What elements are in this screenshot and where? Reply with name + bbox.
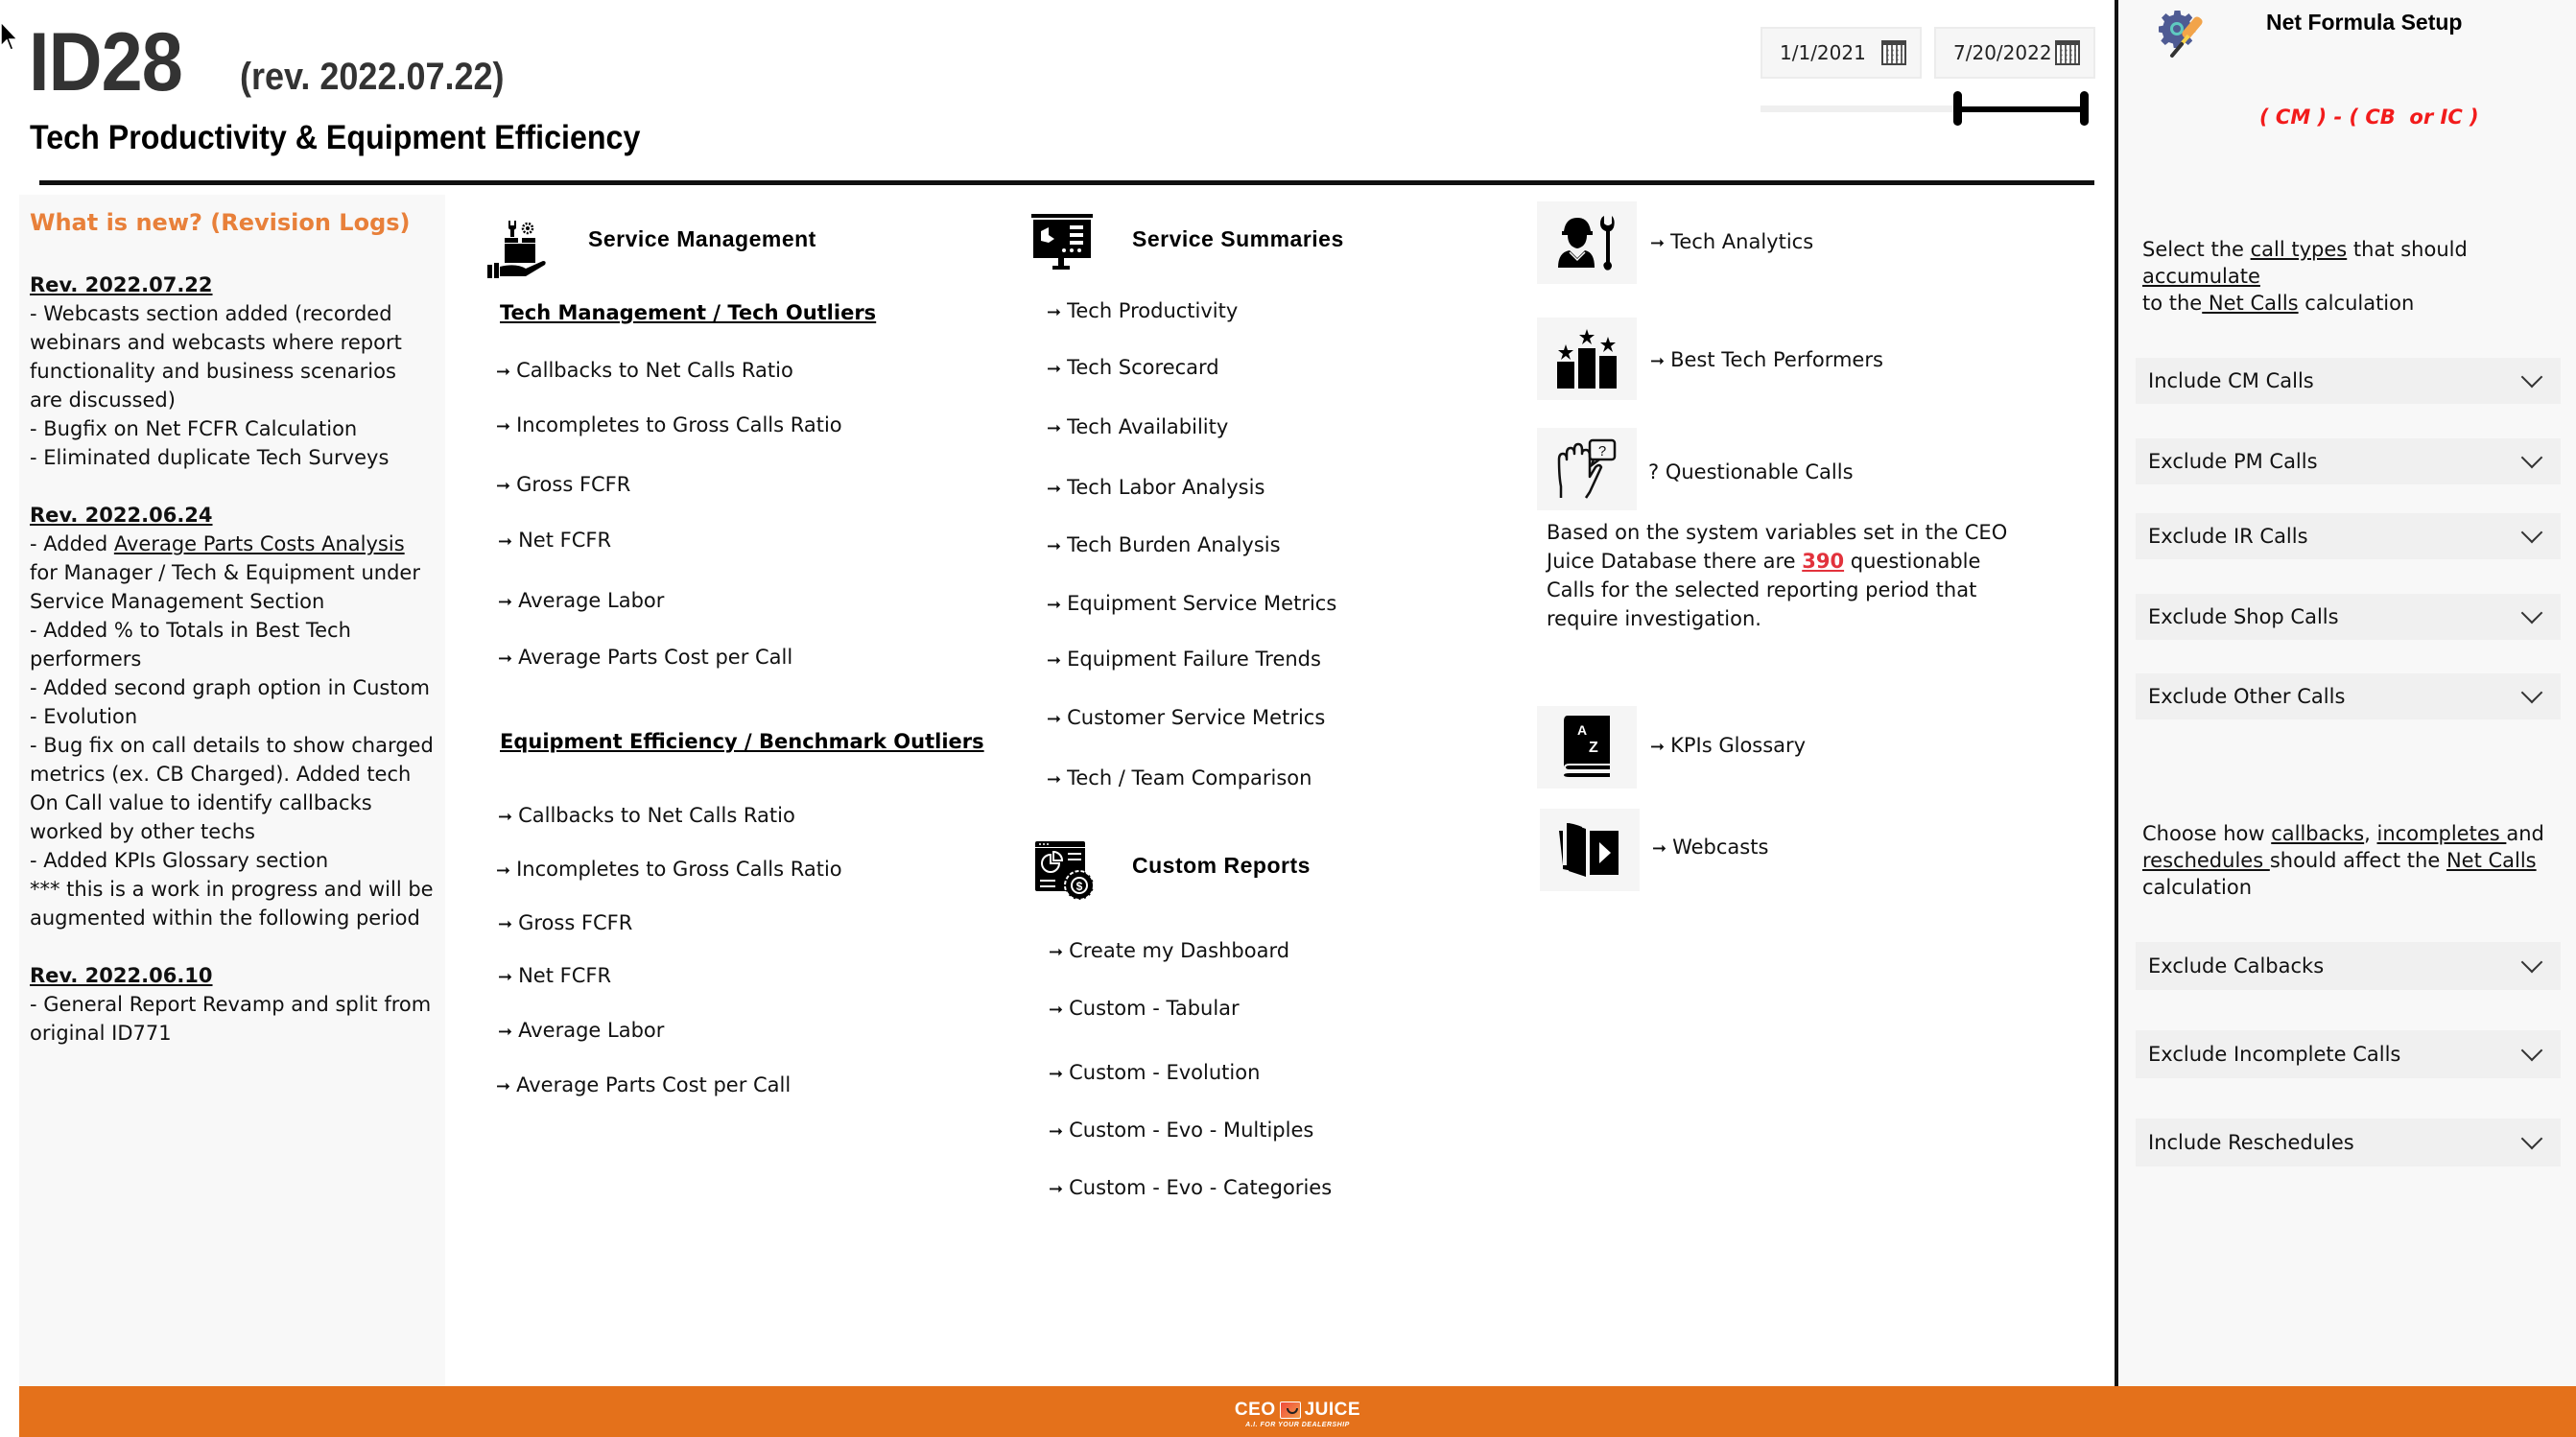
link-best-tech-performers[interactable] [1650,348,1883,371]
link-custom-evo-categories[interactable] [1049,1176,1332,1199]
questionable-calls-description [1547,518,2026,633]
link-tech-productivity[interactable] [1047,299,1238,322]
report-id: ID28 [29,16,182,108]
arrow-icon: ➞ [1047,536,1062,556]
chevron-down-icon [2521,366,2543,389]
arrow-icon: ➞ [498,914,513,934]
link-tech-analytics[interactable] [1650,230,1813,253]
dropdown-value: Exclude Incomplete Calls [2148,1043,2401,1066]
revision-log-panel [19,195,445,1386]
date-range-end-handle[interactable] [2080,91,2089,126]
arrow-icon: ➞ [1047,302,1062,322]
arrow-icon: ➞ [498,531,513,552]
link-label: Webcasts [1672,836,1769,859]
link-label: KPIs Glossary [1670,734,1807,757]
presentation-board-icon [1031,214,1093,275]
exclude-callbacks-dropdown[interactable] [2136,942,2561,990]
link-tech-gross-fcfr[interactable] [496,473,630,496]
link-label: Callbacks to Net Calls Ratio [518,804,795,827]
chevron-down-icon [2521,952,2543,974]
revision-line: - Bugfix on Net FCFR Calculation [30,417,358,440]
start-date-input[interactable] [1761,27,1922,79]
equipment-outliers-heading[interactable]: Equipment Efficiency / Benchmark Outliers [500,730,984,753]
link-label: Custom - Evo - Multiples [1069,1119,1314,1142]
revision-entry [30,961,435,1048]
arrow-icon: ➞ [1652,838,1667,859]
service-management-heading: Service Management [588,226,816,251]
link-tech-average-parts-cost[interactable] [498,646,792,669]
logo-text-left: CEO [1234,1399,1276,1420]
link-label: Customer Service Metrics [1067,706,1326,729]
adjustments-instructions [2142,820,2564,901]
revision-line: - Bug fix on call details to show charged metrics (ex. CB Charged). Added tech On Call value to identify callbacks worked by other techs [30,734,434,843]
link-custom-tabular[interactable] [1049,997,1240,1020]
report-revision: (rev. 2022.07.22) [240,56,505,98]
revision-date: Rev. 2022.06.10 [30,964,213,987]
link-label: Custom - Tabular [1069,997,1240,1020]
link-label: Tech Burden Analysis [1067,533,1281,556]
revision-line: - Webcasts section added (recorded webinars and webcasts where report functionality and business scenarios are discussed) [30,302,402,412]
tech-outliers-heading[interactable]: Tech Management / Tech Outliers [500,301,877,324]
revision-date: Rev. 2022.06.24 [30,504,213,527]
link-equip-callbacks-ratio[interactable] [498,804,795,827]
link-tech-scorecard[interactable] [1047,356,1219,379]
link-label: Incompletes to Gross Calls Ratio [516,413,842,436]
book-play-webcast-icon [1559,823,1620,877]
revision-line: - Added KPIs Glossary section [30,849,329,872]
questionable-calls-tile[interactable] [1537,428,1637,510]
arrow-icon: ➞ [1047,650,1062,671]
arrow-icon: ➞ [498,1022,513,1042]
end-date-value: 7/20/2022 [1953,41,2052,64]
revision-line: - Eliminated duplicate Tech Surveys [30,446,390,469]
link-webcasts[interactable] [1652,836,1768,859]
instruction-emphasis: incompletes [2376,822,2507,845]
link-equip-gross-fcfr[interactable] [498,911,632,934]
link-tech-net-fcfr[interactable] [498,529,611,552]
link-label: Equipment Failure Trends [1067,648,1321,671]
az-glossary-book-icon [1562,716,1612,779]
instruction-text: Select the [2142,238,2251,261]
arrow-icon: ➞ [496,860,511,881]
ceo-juice-logo [1235,1400,1360,1421]
description-text: Based on the system variables set in the CEO Juice Database there are [1547,521,2008,573]
link-label: Custom - Evolution [1069,1061,1261,1084]
logo-text-right: JUICE [1304,1399,1361,1420]
instruction-text: to the [2142,292,2203,315]
instruction-emphasis: callbacks [2271,822,2365,845]
tech-analytics-tile[interactable] [1537,201,1637,284]
arrow-icon: ➞ [1650,233,1666,253]
dropdown-value: Exclude Calbacks [2148,954,2325,978]
link-label: Callbacks to Net Calls Ratio [516,359,793,382]
arrow-icon: ➞ [496,416,511,436]
page-title: Tech Productivity & Equipment Efficiency [30,119,641,156]
kpis-glossary-tile[interactable] [1537,706,1637,789]
revision-log-heading: What is new? (Revision Logs) [30,209,411,236]
link-label: Average Parts Cost per Call [516,1073,792,1096]
instruction-text: , [2364,822,2377,845]
instruction-emphasis: Net Calls [2446,849,2537,872]
link-tech-average-labor[interactable] [498,589,664,612]
report-gear-dollar-icon [1035,841,1097,903]
exclude-pm-calls-dropdown[interactable] [2136,438,2561,484]
footer-bar [19,1386,2576,1437]
instruction-text: calculation [2142,876,2253,899]
link-custom-evolution[interactable] [1049,1061,1260,1084]
svg-text:Z: Z [1589,740,1598,756]
calendar-icon[interactable] [1881,40,1906,65]
arrow-icon: ➞ [1047,479,1062,499]
revision-line: *** this is a work in progress and will be augmented within the following period [30,878,434,930]
podium-stars-icon [1555,329,1619,389]
webcasts-tile[interactable] [1540,809,1640,891]
exclude-ir-calls-dropdown[interactable] [2136,513,2561,559]
link-label: Average Parts Cost per Call [518,646,793,669]
link-custom-evo-multiples[interactable] [1049,1119,1313,1142]
gear-screwdriver-icon [2159,8,2216,61]
revision-entry [30,501,435,932]
arrow-icon: ➞ [496,362,511,382]
svg-text:?: ? [1597,443,1607,459]
arrow-icon: ➞ [1047,709,1062,729]
link-equip-average-parts-cost[interactable] [496,1073,791,1096]
link-equip-average-labor[interactable] [498,1019,664,1042]
link-label: Net FCFR [518,964,612,987]
instruction-text: calculation [2298,292,2415,315]
link-equipment-failure-trends[interactable] [1047,648,1321,671]
link-tech-availability[interactable] [1047,415,1228,438]
arrow-icon: ➞ [1049,1179,1064,1199]
link-label: Average Labor [518,1019,665,1042]
link-questionable-calls[interactable]: ? Questionable Calls [1648,460,1854,483]
arrow-icon: ➞ [498,967,513,987]
arrow-icon: ➞ [496,476,511,496]
link-tech-team-comparison[interactable] [1047,766,1312,789]
instruction-emphasis: accumulate [2142,265,2260,288]
custom-reports-heading: Custom Reports [1132,853,1311,878]
revision-line [30,530,435,616]
instruction-emphasis: reschedules [2142,849,2270,872]
link-label: Equipment Service Metrics [1067,592,1337,615]
link-tech-incompletes-ratio[interactable] [496,413,842,436]
calendar-icon[interactable] [2055,40,2080,65]
instruction-emphasis: call types [2250,238,2348,261]
dropdown-value: Exclude Other Calls [2148,685,2346,708]
svg-text:A: A [1577,722,1588,738]
link-label: Create my Dashboard [1069,939,1290,962]
service-summaries-heading: Service Summaries [1132,226,1344,251]
date-range-slider-selection [1957,106,2087,112]
revision-line: - General Report Revamp and split from original ID771 [30,993,432,1045]
link-create-my-dashboard[interactable] [1049,939,1289,962]
link-label: Custom - Evo - Categories [1069,1176,1333,1199]
instruction-text: and [2506,822,2544,845]
net-formula-title: Net Formula Setup [2266,10,2463,35]
technician-wrench-icon [1556,214,1618,271]
chevron-down-icon [2521,682,2543,704]
arrow-icon: ➞ [1047,769,1062,789]
dropdown-value: Include Reschedules [2148,1131,2354,1154]
include-reschedules-dropdown[interactable] [2136,1119,2561,1166]
chevron-down-icon [2521,1040,2543,1062]
arrow-icon: ➞ [1047,359,1062,379]
dropdown-value: Exclude Shop Calls [2148,605,2339,628]
questionable-calls-count[interactable]: 390 [1802,550,1845,573]
chevron-down-icon [2521,447,2543,469]
link-label: Gross FCFR [516,473,631,496]
revision-date: Rev. 2022.07.22 [30,273,213,296]
link-kpis-glossary[interactable] [1650,734,1806,757]
mouse-cursor-icon [0,21,21,54]
link-equipment-service-metrics[interactable] [1047,592,1336,615]
arrow-icon: ➞ [1049,1000,1064,1020]
dropdown-value: Include CM Calls [2148,369,2314,392]
link-label: Tech Availability [1067,415,1229,438]
exclude-other-calls-dropdown[interactable] [2136,673,2561,719]
link-customer-service-metrics[interactable] [1047,706,1325,729]
dropdown-value: Exclude PM Calls [2148,450,2318,473]
link-equip-net-fcfr[interactable] [498,964,611,987]
link-tech-callbacks-ratio[interactable] [496,359,793,382]
svg-text:$: $ [1075,880,1083,893]
link-label: Tech / Team Comparison [1067,766,1312,789]
revision-line: - Added % to Totals in Best Tech performers [30,619,351,671]
link-label: Average Labor [518,589,665,612]
instruction-emphasis: Net Calls [2202,292,2299,315]
arrow-icon: ➞ [1049,942,1064,962]
net-formula-expression: ( CM ) - ( CB or IC ) [2259,106,2479,129]
raised-hand-question-icon [1557,438,1617,500]
end-date-input[interactable] [1934,27,2095,79]
arrow-icon: ➞ [1650,351,1666,371]
link-equip-incompletes-ratio[interactable] [496,858,842,881]
link-label: Tech Labor Analysis [1067,476,1265,499]
instruction-text: should affect the [2269,849,2446,872]
link-label: Gross FCFR [518,911,633,934]
arrow-icon: ➞ [498,648,513,669]
link-label: Tech Scorecard [1067,356,1219,379]
exclude-shop-calls-dropdown[interactable] [2136,594,2561,640]
arrow-icon: ➞ [498,807,513,827]
exclude-incomplete-calls-dropdown[interactable] [2136,1030,2561,1078]
instruction-text: that should [2347,238,2468,261]
briefcase-smile-icon [1280,1402,1301,1419]
link-label: Incompletes to Gross Calls Ratio [516,858,842,881]
dropdown-value: Exclude IR Calls [2148,525,2308,548]
link-tech-labor-analysis[interactable] [1047,476,1264,499]
arrow-icon: ➞ [1047,595,1062,615]
chevron-down-icon [2521,602,2543,624]
start-date-value: 1/1/2021 [1780,41,1866,64]
call-types-instructions [2142,236,2564,317]
arrow-icon: ➞ [1049,1064,1064,1084]
link-tech-burden-analysis[interactable] [1047,533,1281,556]
header-divider [39,180,2094,185]
arrow-icon: ➞ [1049,1121,1064,1142]
logo-tagline: A.I. FOR YOUR DEALERSHIP [1245,1421,1350,1428]
description-text: questionable Calls for the selected reporting period that require investigation. [1547,550,1981,630]
arrow-icon: ➞ [1047,418,1062,438]
arrow-icon: ➞ [498,592,513,612]
revision-text: for Manager / Tech & Equipment under Service Management Section [30,561,420,613]
include-cm-calls-dropdown[interactable] [2136,358,2561,404]
chevron-down-icon [2521,1128,2543,1150]
revision-entry [30,271,435,472]
service-tools-hand-icon [487,219,549,280]
link-label: Net FCFR [518,529,612,552]
arrow-icon: ➞ [1650,737,1666,757]
revision-text: - Added [30,532,114,555]
instruction-text: Choose how [2142,822,2272,845]
chevron-down-icon [2521,522,2543,544]
link-label: Best Tech Performers [1670,348,1883,371]
best-tech-performers-tile[interactable] [1537,318,1637,400]
date-range-start-handle[interactable] [1953,91,1962,126]
average-parts-costs-link[interactable]: Average Parts Costs Analysis [113,532,405,555]
revision-line: - Added second graph option in Custom - Evolution [30,676,430,728]
link-label: Tech Productivity [1067,299,1239,322]
arrow-icon: ➞ [496,1076,511,1096]
link-label: Tech Analytics [1670,230,1814,253]
